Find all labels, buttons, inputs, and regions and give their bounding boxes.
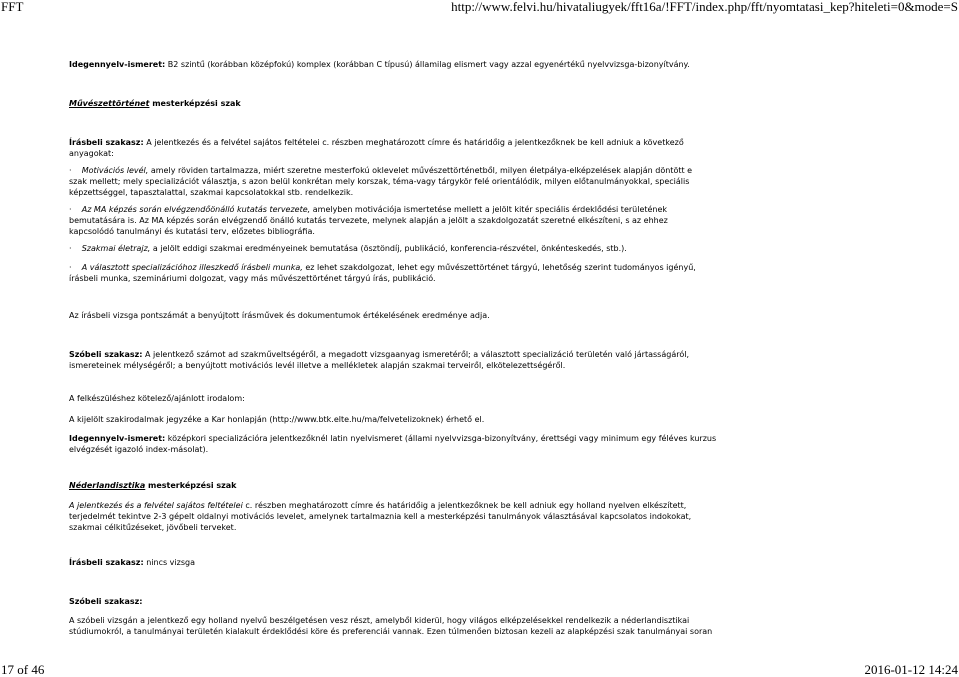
list-item-research-plan-cont2: kapcsolódó tanulmányi és kutatási terv, előzetes bibliográfia. (69, 227, 315, 236)
language-requirement-2-cont: elvégzését igazoló index-másolat). (69, 445, 209, 454)
dutch-oral-text-cont: stúdiumokról, a tanulmányai területén kialakult érdeklődési köre és preferenciái vannak. Ezen túlmenően biztosan kezeli az alapképzési szak tanulmányai soran (69, 627, 713, 636)
list-item-cv: · Szakmai életrajz, a jelölt eddigi szakmai eredményeinek bemutatása (ösztöndíj, publikáció, konferencia-részvétel, önkénteskedés, stb.). (69, 244, 627, 253)
language-requirement-1: Idegennyelv-ismeret: B2 szintű (korábban középfokú) komplex (korábban C típusú) államilag elismert vagy azzal egyenértékű nyelvvizsga-bizonyítvány. (69, 60, 690, 69)
literature-text: A kijelölt szakirodalmak jegyzéke a Kar honlapján (http://www.btk.elte.hu/ma/felvetelizoknek) érhető el. (69, 415, 485, 424)
oral-stage: Szóbeli szakasz: A jelentkező számot ad szakműveltségéről, a megadott vizsgaanyag ismeretéről; a választott specializáció területén való jártasságáról, (69, 350, 689, 359)
list-item-research-plan-cont: bemutatására is. Az MA képzés során elvégzendő önálló kutatás tervezete, melynek alapján a jelölt a szakdolgozatát szeretné elkészíteni, s az ehhez (69, 216, 668, 225)
print-header-left: FFT (1, 0, 24, 14)
dutch-oral-text: A szóbeli vizsgán a jelentkező egy holland nyelvű beszélgetésen vesz részt, amelyből kiderül, hogy világos elképzelésekkel rendelkezik a néderlandisztikai (69, 616, 690, 625)
list-item-motivation-cont2: képzettséggel, tapasztalattal, szakmai kapcsolatokkal stb. rendelkezik. (69, 188, 354, 197)
list-item-motivation-cont: szak mellett; mely specializációt választja, s azon belül konkrétan mely korszak, téma-vagy tárgykör felé orientálódik, milyen előtanulmányokkal, speciális (69, 177, 690, 186)
oral-stage-cont: ismereteinek mélységéről; a benyújtott motivációs levél illetve a mellékletek alapján szakmai terveiről, elkötelezettségéről. (69, 361, 566, 370)
dutch-requirements: A jelentkezés és a felvétel sajátos feltételei c. részben meghatározott címre és határidőig a jelentkezőknek be kell adniuk egy holland nyelven elkészített, (69, 501, 687, 510)
dutch-requirements-cont: terjedelmét tekintve 2-3 gépelt oldalnyi motivációs levelet, amelynek tartalmaznia kell a mesterképzési tanulmányok választásával kapcsolatos indokokat, (69, 512, 692, 521)
dutch-oral-label: Szóbeli szakasz: (69, 597, 143, 606)
dutch-written-stage: Írásbeli szakasz: nincs vizsga (69, 558, 195, 567)
language-label: Idegennyelv-ismeret: (69, 60, 166, 69)
section-title-dutch: Néderlandisztika mesterképzési szak (69, 481, 237, 490)
dutch-requirements-cont2: szakmai célkitűzéseket, jövőbeli terveket. (69, 523, 237, 532)
written-exam-score: Az írásbeli vizsga pontszámát a benyújtott írásművek és dokumentumok értékelésének eredménye adja. (69, 311, 490, 320)
section-title-art-history: Művészettörténet mesterképzési szak (69, 99, 241, 108)
written-stage-intro-cont: anyagokat: (69, 149, 114, 158)
list-item-motivation: · Motivációs levél, amely röviden tartalmazza, miért szeretne mesterfokú oklevelet művészettörténetből, milyen életpálya-elképzelések alapján döntött e (69, 166, 693, 175)
list-item-written-work: · A választott specializációhoz illeszkedő írásbeli munka, ez lehet szakdolgozat, lehet egy művészettörténet tárgyú, lehetőség szerint tudományos igényű, (69, 263, 696, 272)
written-stage-intro: Írásbeli szakasz: A jelentkezés és a felvétel sajátos feltételei c. részben meghatározott címre és határidőig a jelentkezőknek be kell adniuk a következő (69, 138, 684, 147)
page-counter: 17 of 46 (1, 662, 45, 677)
list-item-research-plan: · Az MA képzés során elvégzendőönálló kutatás tervezete, amelyben motivációja ismertetése mellett a jelölt kitér speciális érdeklődési területének (69, 205, 668, 214)
print-header-url: http://www.felvi.hu/hivataliugyek/fft16a/!FFT/index.php/fft/nyomtatasi_kep?hiteleti=0&mode=S (451, 0, 958, 14)
print-datetime: 2016-01-12 14:24 (864, 662, 958, 677)
literature-title: A felkészüléshez kötelező/ajánlott irodalom: (69, 394, 245, 403)
list-item-written-work-cont: írásbeli munka, szemináriumi dolgozat, vagy más művészettörténet tárgyú írás, publikáció. (69, 274, 436, 283)
language-requirement-2: Idegennyelv-ismeret: középkori specializációra jelentkezőknél latin nyelvismeret (állami nyelvvizsga-bizonyítvány, érettségi vagy minimum egy féléves kurzus (69, 434, 717, 443)
